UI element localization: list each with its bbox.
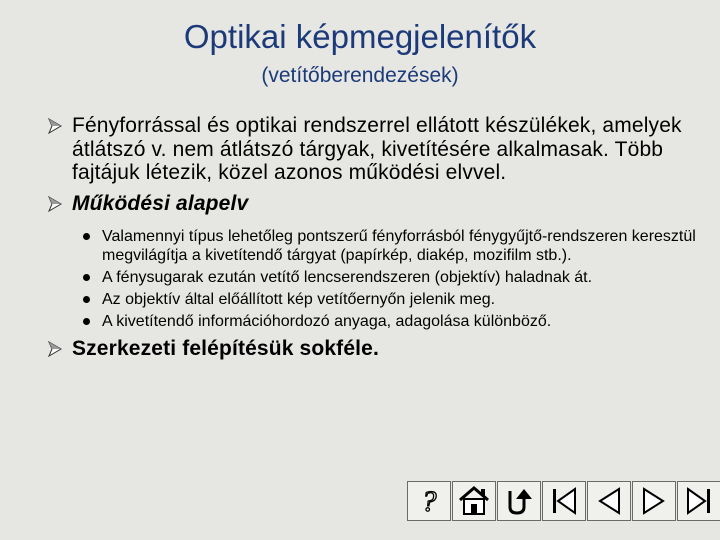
slide-content [48,114,698,361]
navigation-bar [407,481,720,521]
bullet-item [48,192,698,216]
bullet-item [48,337,698,361]
sub-bullet-item [80,268,698,287]
previous-button[interactable] [587,481,631,521]
first-button[interactable] [542,481,586,521]
help-icon [414,484,444,518]
help-label: ? [421,485,437,518]
last-icon [682,485,716,517]
return-button[interactable] [497,481,541,521]
sub-bullet-list [80,227,698,331]
bullet-text: Fényforrással és optikai rendszerrel ellátott készülékek, amelyek átlátszó v. nem átlátszó tárgyak, kivetítésére alkalmasak. Több fajtájuk létezik, közel azonos működési elvvel. [72,114,682,184]
sub-bullet-item [80,227,698,265]
bullet-text: Működési alapelv [72,191,249,215]
previous-icon [592,485,626,517]
sub-bullet-text: Valamennyi típus lehetőleg pontszerű fényforrásból fénygyűjtő-rendszeren keresztül megvilágítja a kivetítendő tárgyat (papírkép, diakép, mozifilm stb.). [102,228,696,264]
next-icon [637,485,671,517]
sub-bullet-text: Az objektív által előállított kép vetítőernyőn jelenik meg. [102,291,496,308]
dot-bullet-icon [83,318,90,325]
slide-subtitle: (vetítőberendezések) [261,64,459,87]
first-icon [547,485,581,517]
home-button[interactable] [452,481,496,521]
bullet-item [48,114,698,185]
sub-bullet-item [80,290,698,309]
bullet-text: Szerkezeti felépítésük sokféle. [72,337,379,360]
home-icon [457,485,491,517]
dot-bullet-icon [83,274,90,281]
sub-bullet-item [80,312,698,331]
last-button[interactable] [677,481,720,521]
arrow-bullet-icon [48,196,62,212]
dot-bullet-icon [83,233,90,240]
sub-bullet-text: A fénysugarak ezután vetítő lencserendszeren (objektív) haladnak át. [102,269,593,286]
arrow-bullet-icon [48,341,62,357]
sub-bullet-text: A kivetítendő információhordozó anyaga, adagolása különböző. [102,313,552,330]
next-button[interactable] [632,481,676,521]
dot-bullet-icon [83,296,90,303]
slide-title: Optikai képmegjelenítők [183,18,537,55]
return-icon [502,485,536,517]
arrow-bullet-icon [48,118,62,134]
help-button[interactable] [407,481,451,521]
